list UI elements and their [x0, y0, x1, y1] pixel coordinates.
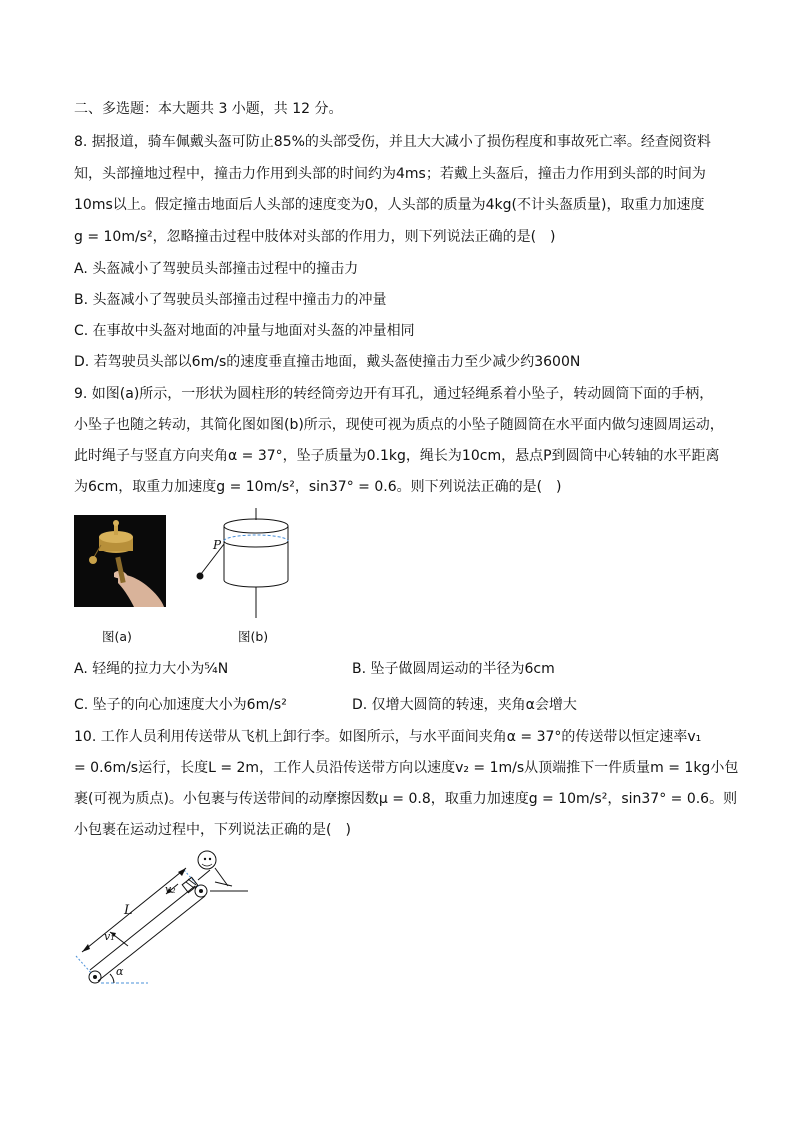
q8-option-c[interactable]: C. 在事故中头盔对地面的冲量与地面对头盔的冲量相同	[74, 323, 415, 339]
q9-line-4: 为6cm，取重力加速度g = 10m/s²，sin37° = 0.6。则下列说法正确的是( )	[74, 479, 562, 495]
q8-line-3: 10ms以上。假定撞击地面后人头部的速度变为0，人头部的质量为4kg(不计头盔质量)，取重力加速度	[74, 197, 705, 213]
velocity-v1-label: v₁	[104, 930, 115, 943]
point-p-label: P	[213, 538, 222, 552]
figure-b-caption: 图(b)	[238, 629, 269, 644]
section-title: 二、多选题：本大题共 3 小题，共 12 分。	[74, 101, 343, 117]
figure-a-caption: 图(a)	[102, 629, 132, 644]
cylinder-diagram-icon	[190, 508, 300, 618]
q10-line-1: 10. 工作人员利用传送带从飞机上卸行李。如图所示，与水平面间夹角α = 37°的传送带以恒定速率v₁	[74, 729, 702, 745]
q9-line-1: 9. 如图(a)所示，一形状为圆柱形的转经筒旁边开有耳孔，通过轻绳系着小坠子，转动圆筒下面的手柄，	[74, 386, 714, 402]
q10-line-4: 小包裹在运动过程中，下列说法正确的是( )	[74, 822, 351, 838]
figure-b-diagram	[190, 508, 300, 618]
q9-line-2: 小坠子也随之转动，其简化图如图(b)所示，现使可视为质点的小坠子随圆筒在水平面内做匀速圆周运动，	[74, 417, 724, 433]
q8-line-2: 知，头部撞地过程中，撞击力作用到头部的时间约为4ms；若戴上头盔后，撞击力作用到头部的时间为	[74, 166, 706, 182]
q9-line-3: 此时绳子与竖直方向夹角α = 37°，坠子质量为0.1kg，绳长为10cm，悬点P到圆筒中心转轴的水平距离	[74, 448, 720, 464]
q8-option-a[interactable]: A. 头盔减小了驾驶员头部撞击过程中的撞击力	[74, 261, 359, 277]
q8-option-d[interactable]: D. 若驾驶员头部以6m/s的速度垂直撞击地面，戴头盔使撞击力至少减少约3600N	[74, 354, 581, 370]
angle-alpha-label: α	[116, 965, 124, 978]
velocity-v2-label: v₂	[165, 883, 176, 896]
q8-option-b[interactable]: B. 头盔减小了驾驶员头部撞击过程中撞击力的冲量	[74, 292, 387, 308]
q9-option-b[interactable]: B. 坠子做圆周运动的半径为6cm	[352, 661, 555, 677]
q9-option-d[interactable]: D. 仅增大圆筒的转速，夹角α会增大	[352, 697, 577, 713]
figure-a-photo	[74, 515, 166, 607]
length-l-label: L	[124, 903, 133, 918]
q9-option-c[interactable]: C. 坠子的向心加速度大小为6m/s²	[74, 697, 287, 713]
q8-line-1: 8. 据报道，骑车佩戴头盔可防止85%的头部受伤，并且大大减小了损伤程度和事故死亡率。经查阅资料	[74, 134, 711, 150]
q10-line-3: 裹(可视为质点)。小包裹与传送带间的动摩擦因数μ = 0.8，取重力加速度g = 10m/s²，sin37° = 0.6。则	[74, 791, 738, 807]
prayer-wheel-photo-icon	[74, 515, 166, 607]
conveyor-belt-figure	[70, 846, 255, 991]
q8-line-4: g = 10m/s²，忽略撞击过程中肢体对头部的作用力，则下列说法正确的是( )	[74, 229, 556, 245]
q9-option-a[interactable]: A. 轻绳的拉力大小为⁵⁄₄N	[74, 661, 229, 677]
conveyor-belt-diagram-icon	[70, 846, 255, 991]
q10-line-2: = 0.6m/s运行，长度L = 2m，工作人员沿传送带方向以速度v₂ = 1m/s从顶端推下一件质量m = 1kg小包	[74, 760, 739, 776]
